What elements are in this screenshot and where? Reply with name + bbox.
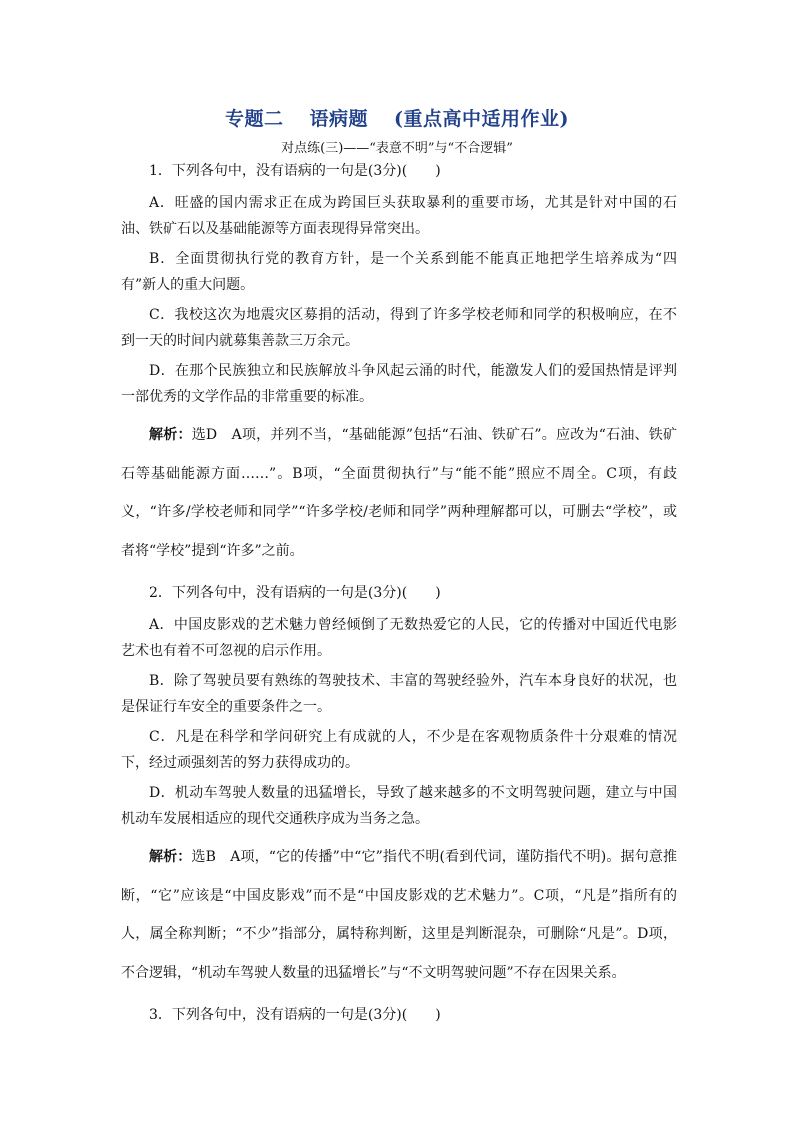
question-2 <box>121 580 677 992</box>
option-a: A．中国皮影戏的艺术魅力曾经倾倒了无数热爱它的人民，它的传播对中国近代电影艺术也有着不可忽视的启示作用。 <box>121 617 677 659</box>
analysis <box>121 838 677 992</box>
analysis-label: 解析： <box>149 427 192 443</box>
question-1 <box>121 158 677 570</box>
option-d: D．在那个民族独立和民族解放斗争风起云涌的时代，能激发人们的爱国热情是评判一部优秀的文学作品的非常重要的标准。 <box>121 363 677 405</box>
title-type: 语病题 <box>309 108 369 130</box>
option-c: C．凡是在科学和学问研究上有成就的人，不少是在客观物质条件十分艰难的情况下，经过顽强刻苦的努力获得成功的。 <box>121 729 677 771</box>
question-3 <box>121 1002 677 1028</box>
page-title <box>0 104 794 131</box>
option-a: A．旺盛的国内需求正在成为跨国巨头获取暴利的重要市场，尤其是针对中国的石油、铁矿石以及基础能源等方面表现得异常突出。 <box>121 195 677 237</box>
analysis-text: 选D A项，并列不当，“基础能源”包括“石油、铁矿石”。应改为“石油、铁矿石等基础能源方面……”。B项，“全面贯彻执行”与“能不能”照应不周全。C项，有歧义，“许多/学校老师和同学”“许多学校/老师和同学”两种理解都可以，可删去“学校”，或者将“学校”提到“许多”之前。 <box>121 427 677 559</box>
option-b: B．除了驾驶员要有熟练的驾驶技术、丰富的驾驶经验外，汽车本身良好的状况，也是保证行车安全的重要条件之一。 <box>121 673 677 715</box>
title-topic: 专题二 <box>224 108 284 130</box>
question-stem: 2．下列各句中，没有语病的一句是(3分)( ) <box>149 585 441 601</box>
analysis-label: 解析： <box>149 849 192 865</box>
question-stem: 3．下列各句中，没有语病的一句是(3分)( ) <box>149 1007 441 1023</box>
page-subtitle: 对点练(三)——“表意不明”与“不合逻辑” <box>281 141 513 156</box>
question-stem: 1．下列各句中，没有语病的一句是(3分)( ) <box>149 163 441 179</box>
option-b: B．全面贯彻执行党的教育方针，是一个关系到能不能真正地把学生培养成为“四有”新人的重大问题。 <box>121 251 677 293</box>
option-d: D．机动车驾驶人数量的迅猛增长，导致了越来越多的不文明驾驶问题，建立与中国机动车发展相适应的现代交通秩序成为当务之急。 <box>121 785 677 827</box>
questions-section <box>121 158 677 1034</box>
analysis <box>121 416 677 570</box>
title-scope: (重点高中适用作业) <box>394 108 569 130</box>
option-c: C．我校这次为地震灾区募捐的活动，得到了许多学校老师和同学的积极响应，在不到一天的时间内就募集善款三万余元。 <box>121 307 677 349</box>
analysis-text: 选B A项，“它的传播”中“它”指代不明(看到代词，谨防指代不明)。据句意推断，“它”应该是“中国皮影戏”而不是“中国皮影戏的艺术魅力”。C项，“凡是”指所有的人，属全称判断；“不少”指部分，属特称判断，这里是判断混杂，可删除“凡是”。D项，不合逻辑，“机动车驾驶人数量的迅猛增长”与“不文明驾驶问题”不存在因果关系。 <box>121 849 678 981</box>
